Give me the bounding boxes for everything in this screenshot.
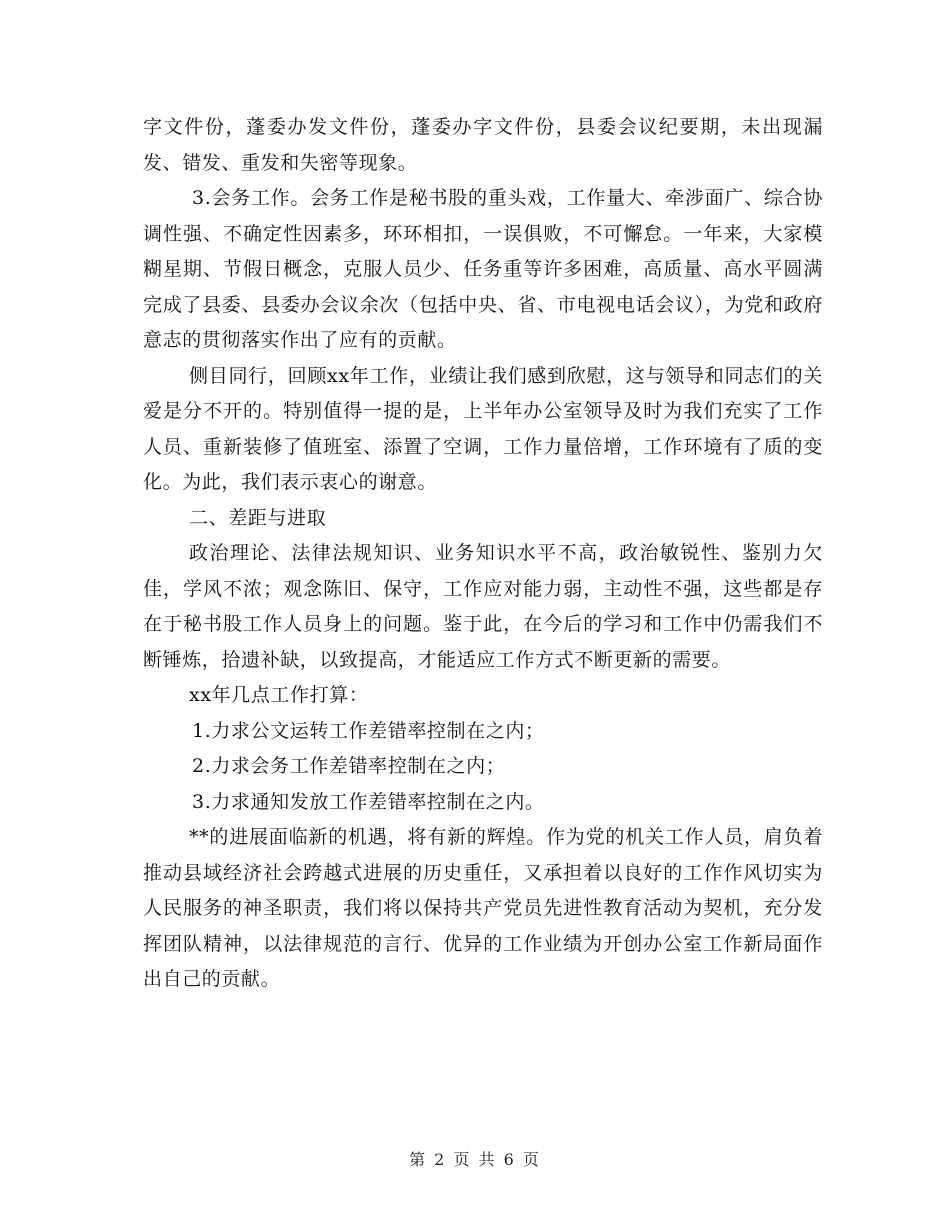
paragraph-plans-heading: xx年几点工作打算：	[189, 684, 369, 706]
section-heading-gaps: 二、差距与进取	[189, 506, 327, 529]
plan-list-item: 3.力求通知发放工作差错率控制在之内。	[192, 790, 545, 813]
paragraph-review: 侧目同行，回顾xx年工作，业绩让我们感到欣慰，这与领导和同志们的关爱是分不开的。特别值得一提的是，上半年办公室领导及时为我们充实了工作人员、重新装修了值班室、添置了空调，工作力量倍增，工作环境有了质的变化。为此，我们表示衷心的谢意。	[143, 364, 823, 493]
paragraph-continued: 字文件份，蓬委办发文件份，蓬委办字文件份，县委会议纪要期，未出现漏发、错发、重发和失密等现象。	[143, 116, 823, 174]
paragraph-meeting-work: 3.会务工作。会务工作是秘书股的重头戏，工作量大、牵涉面广、综合协调性强、不确定性因素多，环环相扣，一误俱败，不可懈怠。一年来，大家模糊星期、节假日概念，克服人员少、任务重等许多困难，高质量、高水平圆满完成了县委、县委办会议余次（包括中央、省、市电视电话会议），为党和政府意志的贯彻落实作出了应有的贡献。	[143, 187, 823, 351]
plan-list-item: 1.力求公文运转工作差错率控制在之内；	[192, 719, 545, 742]
paragraph-problems: 政治理论、法律法规知识、业务知识水平不高，政治敏锐性、鉴别力欠佳，学风不浓；观念陈旧、保守，工作应对能力弱，主动性不强，这些都是存在于秘书股工作人员身上的问题。鉴于此，在今后的学习和工作中仍需我们不断锤炼，拾遗补缺，以致提高，才能适应工作方式不断更新的需要。	[143, 542, 823, 671]
document-body	[143, 110, 823, 998]
plan-list-item: 2.力求会务工作差错率控制在之内；	[192, 755, 506, 777]
paragraph-closing: **的进展面临新的机遇，将有新的辉煌。作为党的机关工作人员，肩负着推动县域经济社会跨越式进展的历史重任，又承担着以良好的工作作风切实为人民服务的神圣职责，我们将以保持共产党员先进性教育活动为契机，充分发挥团队精神，以法律规范的言行、优异的工作业绩为开创办公室工作新局面作出自己的贡献。	[143, 826, 823, 990]
page-number-footer: 第 2 页 共 6 页	[409, 1150, 541, 1169]
